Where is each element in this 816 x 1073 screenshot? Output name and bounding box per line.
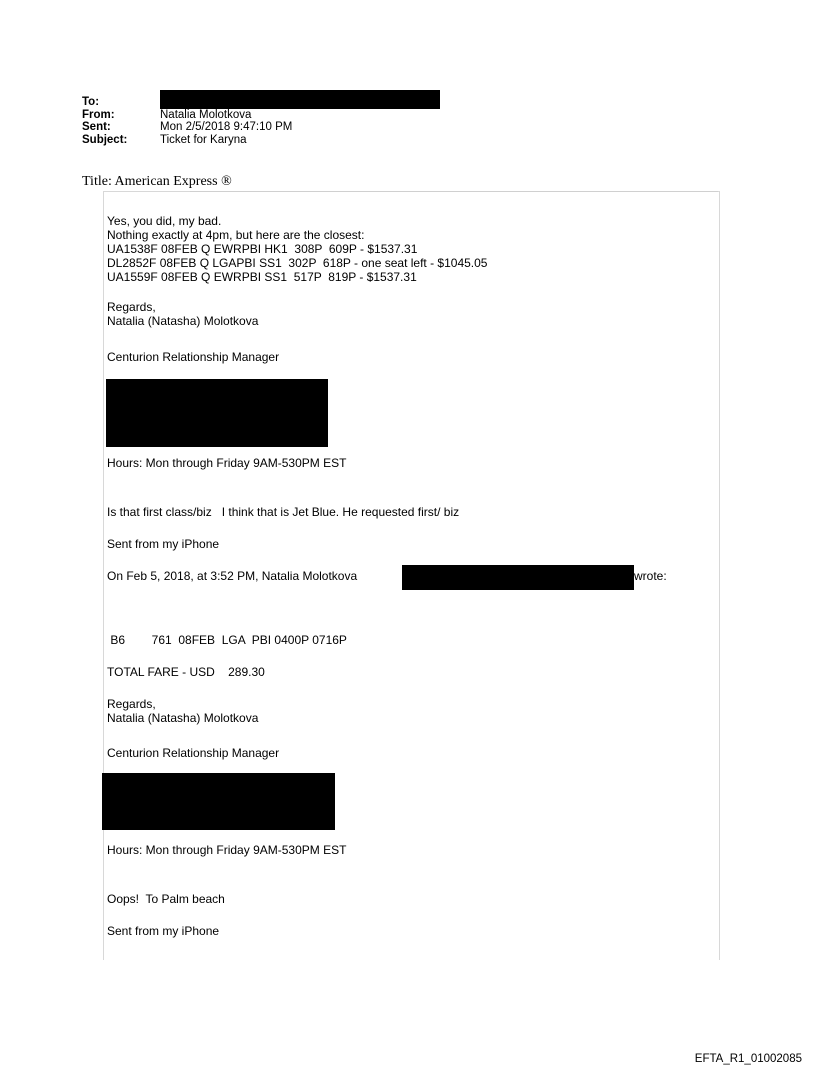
from-label: From: — [82, 108, 115, 121]
msg3-flight: B6 761 08FEB LGA PBI 0400P 0716P — [107, 633, 347, 647]
sent-value: Mon 2/5/2018 9:47:10 PM — [160, 121, 293, 133]
document-id: EFTA_R1_01002085 — [694, 1053, 802, 1065]
reply-line-1: Yes, you did, my bad. — [107, 214, 222, 228]
reply-line-2: Nothing exactly at 4pm, but here are the closest: — [107, 228, 365, 242]
msg3-fare: TOTAL FARE - USD 289.30 — [107, 665, 265, 679]
msg3-hours: Hours: Mon through Friday 9AM-530PM EST — [107, 843, 347, 857]
msg2-wrote: wrote: — [634, 569, 667, 583]
reply-regards: Regards, — [107, 300, 156, 314]
msg3-regards: Regards, — [107, 697, 156, 711]
subject-value: Ticket for Karyna — [160, 133, 247, 146]
from-value: Natalia Molotkova — [160, 108, 252, 121]
msg3-signature-name: Natalia (Natasha) Molotkova — [107, 711, 259, 725]
msg3-signature-role: Centurion Relationship Manager — [107, 746, 280, 760]
msg4-text: Oops! To Palm beach — [107, 892, 225, 906]
reply-line-3: UA1538F 08FEB Q EWRPBI HK1 308P 609P - $1537.31 — [107, 242, 418, 256]
subject-label: Subject: — [82, 133, 128, 146]
reply-signature-name: Natalia (Natasha) Molotkova — [107, 314, 259, 328]
to-label: To: — [82, 96, 100, 108]
msg4-sent-from: Sent from my iPhone — [107, 924, 220, 938]
redacted-email — [402, 565, 634, 590]
msg2-sent-from: Sent from my iPhone — [107, 537, 220, 551]
reply-signature-role: Centurion Relationship Manager — [107, 350, 280, 364]
reply-line-4: DL2852F 08FEB Q LGAPBI SS1 302P 618P - one seat left - $1045.05 — [107, 256, 488, 270]
page-title: Title: American Express ® — [82, 174, 232, 189]
msg2-text: Is that first class/biz I think that is Jet Blue. He requested first/ biz — [107, 505, 460, 519]
sent-label: Sent: — [82, 121, 111, 133]
redacted-block-1 — [106, 379, 328, 447]
msg2-on-line: On Feb 5, 2018, at 3:52 PM, Natalia Molotkova — [107, 569, 358, 583]
redacted-block-2 — [102, 773, 335, 830]
reply-line-5: UA1559F 08FEB Q EWRPBI SS1 517P 819P - $1537.31 — [107, 270, 417, 284]
reply-hours: Hours: Mon through Friday 9AM-530PM EST — [107, 456, 347, 470]
